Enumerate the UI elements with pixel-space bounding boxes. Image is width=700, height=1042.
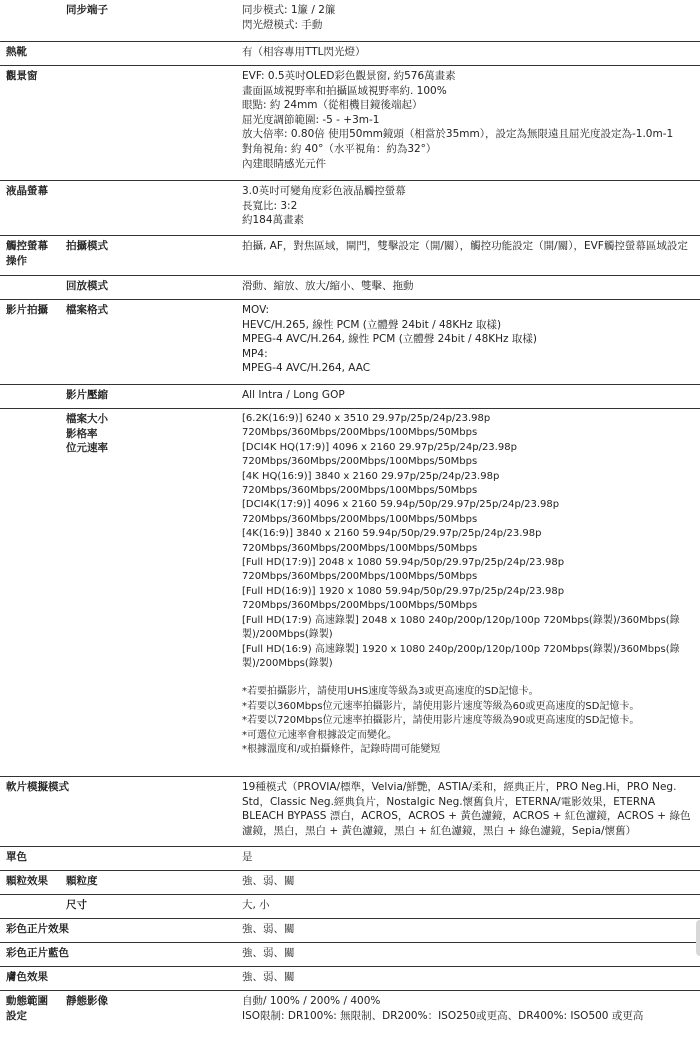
- value-line: *可選位元速率會根據設定而變化。: [242, 729, 397, 741]
- row-value: [238, 895, 700, 918]
- spec-row: [0, 847, 700, 871]
- value-line: MPEG-4 AVC/H.264, 線性 PCM (立體聲 24bit / 48KHz 取樣): [242, 333, 537, 346]
- value-line: 19種模式（PROVIA/標準，Velvia/鮮艷，ASTIA/柔和，經典正片，PRO Neg.Hi，PRO Neg. Std，Classic Neg.經典負片，Nostalgic Neg.懷舊負片，ETERNA/電影效果，ETERNA BLEACH BYPASS 漂白，ACROS，ACROS + 黃色濾鏡，ACROS + 紅色濾鏡，ACROS + 綠色濾鏡，黑白，黑白 + 黃色濾鏡，黑白 + 紅色濾鏡，黑白 + 綠色濾鏡，Sepia/懷舊）: [242, 781, 691, 837]
- spec-row: [0, 300, 700, 385]
- row-category: 彩色正片藍色: [6, 947, 69, 959]
- value-line: HEVC/H.265, 線性 PCM (立體聲 24bit / 48KHz 取樣): [242, 318, 502, 331]
- row-value: [238, 0, 700, 41]
- spec-row: [0, 66, 700, 181]
- row-value: [238, 847, 700, 870]
- row-category: 觸控螢幕 操作: [6, 240, 48, 267]
- row-subcategory: [62, 847, 238, 870]
- row-subcategory: [62, 967, 238, 990]
- value-line: 拍攝, AF，對焦區域，閘門，雙擊設定（開/關），觸控功能設定（開/關），EVF觸控螢幕區域設定: [242, 240, 688, 252]
- spec-row: [0, 385, 700, 409]
- value-line: MOV:: [242, 304, 270, 316]
- value-line: EVF: 0.5英吋OLED彩色觀景窗, 約576萬畫素: [242, 70, 456, 82]
- row-subcategory: [100, 943, 238, 966]
- row-value: [238, 276, 700, 299]
- spec-row: [0, 0, 700, 42]
- row-category: 熱靴: [6, 46, 27, 58]
- row-subcategory: 檔案格式: [66, 304, 108, 316]
- row-subcategory: 回放模式: [66, 280, 108, 292]
- row-subcategory: 影片壓縮: [66, 389, 108, 401]
- value-line: 強、弱、關: [242, 875, 295, 887]
- value-line: [6.2K(16:9)] 6240 x 3510 29.97p/25p/24p/23.98p 720Mbps/360Mbps/200Mbps/100Mbps/50Mbps: [242, 413, 491, 439]
- row-subcategory: [100, 919, 238, 942]
- value-line: [Full HD(17:9)] 2048 x 1080 59.94p/50p/29.97p/25p/24p/23.98p 720Mbps/360Mbps/200Mbps/100Mbps/50Mbps: [242, 557, 565, 583]
- row-category: 膚色效果: [6, 971, 48, 983]
- row-category: [0, 385, 62, 408]
- value-line: *若要拍攝影片，請使用UHS速度等級為3或更高速度的SD記憶卡。: [242, 686, 539, 698]
- value-line: 是: [242, 851, 253, 863]
- row-category: 單色: [6, 851, 27, 863]
- scrollbar-thumb[interactable]: [696, 920, 700, 956]
- value-line: [Full HD(16:9)] 1920 x 1080 59.94p/50p/29.97p/25p/24p/23.98p 720Mbps/360Mbps/200Mbps/100Mbps/50Mbps: [242, 585, 565, 612]
- value-line: 強、弱、關: [242, 971, 295, 983]
- value-line: 內建眼睛感光元件: [242, 157, 326, 170]
- row-category: 液晶螢幕: [6, 185, 48, 197]
- value-line: [Full HD(16:9) 高速錄製] 1920 x 1080 240p/200p/120p/100p 720Mbps(錄製)/360Mbps(錄製)/200Mbps(錄製): [242, 643, 680, 669]
- row-value: [238, 236, 700, 275]
- row-category: [0, 276, 62, 299]
- row-subcategory: [62, 181, 238, 235]
- value-line: [Full HD(17:9) 高速錄製] 2048 x 1080 240p/200p/120p/100p 720Mbps(錄製)/360Mbps(錄製)/200Mbps(錄製): [242, 614, 680, 641]
- value-line: 自動/ 100% / 200% / 400%: [242, 995, 381, 1007]
- value-line: *若要以360Mbps位元速率拍攝影片，請使用影片速度等級為60或更高速度的SD記憶卡。: [242, 700, 640, 712]
- value-line: 同步模式: 1簾 / 2簾: [242, 4, 336, 16]
- row-subcategory: 檔案大小 影格率 位元速率: [66, 413, 108, 455]
- row-subcategory: 拍攝模式: [66, 240, 108, 252]
- row-value: [238, 777, 700, 846]
- value-line: 畫面區域視野率和拍攝區域視野率約. 100%: [242, 84, 447, 97]
- row-category: [0, 409, 62, 776]
- value-line: 滑動、縮放、放大/縮小、雙擊、拖動: [242, 280, 414, 292]
- row-subcategory: 靜態影像: [66, 995, 108, 1007]
- value-line: [4K(16:9)] 3840 x 2160 59.94p/50p/29.97p/25p/24p/23.98p 720Mbps/360Mbps/200Mbps/100Mbps/50Mbps: [242, 528, 542, 554]
- row-category: 動態範圍 設定: [6, 995, 48, 1022]
- spec-row: [0, 991, 700, 1033]
- row-value: [238, 991, 700, 1033]
- value-line: 放大倍率: 0.80倍 使用50mm鏡頭（相當於35mm），設定為無限遠且屈光度設定為-1.0m-1: [242, 128, 674, 141]
- row-value: [238, 943, 700, 966]
- spec-row: [0, 777, 700, 847]
- row-value: [238, 919, 700, 942]
- row-value: [238, 300, 700, 384]
- spec-row: [0, 42, 700, 66]
- value-line: 強、弱、關: [242, 923, 295, 935]
- value-line: [DCI4K(17:9)] 4096 x 2160 59.94p/50p/29.97p/25p/24p/23.98p 720Mbps/360Mbps/200Mbps/100Mbps/50Mbps: [242, 499, 560, 525]
- value-line: *若要以720Mbps位元速率拍攝影片，請使用影片速度等級為90或更高速度的SD記憶卡。: [242, 715, 640, 727]
- value-line: 有（相容專用TTL閃光燈）: [242, 46, 366, 58]
- spec-row: [0, 276, 700, 300]
- row-value: [238, 967, 700, 990]
- spec-row: [0, 236, 700, 276]
- value-line: MP4:: [242, 347, 268, 360]
- value-line: 長寬比: 3:2: [242, 199, 298, 212]
- row-value: [238, 66, 700, 180]
- spec-row: [0, 871, 700, 895]
- value-line: 眼點: 約 24mm（從相機目鏡後端起）: [242, 99, 423, 112]
- row-category: 彩色正片效果: [6, 923, 69, 935]
- row-category: 軟片模擬模式: [6, 781, 69, 793]
- spec-row: [0, 919, 700, 943]
- row-subcategory: 尺寸: [66, 899, 87, 911]
- value-line: 閃光燈模式: 手動: [242, 18, 323, 31]
- value-line: [DCI4K HQ(17:9)] 4096 x 2160 29.97p/25p/24p/23.98p 720Mbps/360Mbps/200Mbps/100Mbps/50Mbps: [242, 441, 517, 468]
- spec-row: [0, 409, 700, 777]
- row-value: [238, 181, 700, 235]
- value-line: 強、弱、關: [242, 947, 295, 959]
- value-line: *根據溫度和/或拍攝條件，記錄時間可能變短: [242, 743, 441, 755]
- spec-row: [0, 181, 700, 236]
- value-line: All Intra / Long GOP: [242, 389, 345, 401]
- row-subcategory: [62, 42, 238, 65]
- row-category: [0, 895, 62, 918]
- row-subcategory: 同步端子: [66, 4, 108, 16]
- row-value: [238, 42, 700, 65]
- spec-row: [0, 967, 700, 991]
- row-value: [238, 385, 700, 408]
- value-line: 約184萬畫素: [242, 214, 305, 227]
- spec-row: [0, 895, 700, 919]
- row-category: 觀景窗: [6, 70, 38, 82]
- row-subcategory: 顆粒度: [66, 875, 98, 887]
- row-subcategory: [62, 66, 238, 180]
- row-value: [238, 409, 700, 776]
- value-line: 對角視角: 約 40°（水平視角：約為32°）: [242, 142, 437, 155]
- value-line: MPEG-4 AVC/H.264, AAC: [242, 362, 371, 375]
- row-category: [0, 0, 62, 41]
- value-line: 3.0英吋可變角度彩色液晶觸控螢幕: [242, 185, 406, 197]
- value-line: ISO限制: DR100%: 無限制、DR200%：ISO250或更高、DR400%: ISO500 或更高: [242, 1009, 644, 1022]
- value-line: 大, 小: [242, 899, 270, 911]
- value-line: 屈光度調節範圍: -5 - +3m-1: [242, 113, 380, 126]
- row-value: [238, 871, 700, 894]
- spacer: [242, 671, 694, 685]
- row-category: 顆粒效果: [6, 875, 48, 887]
- row-category: 影片拍攝: [6, 304, 48, 316]
- spec-row: [0, 943, 700, 967]
- value-line: [4K HQ(16:9)] 3840 x 2160 29.97p/25p/24p/23.98p 720Mbps/360Mbps/200Mbps/100Mbps/50Mbps: [242, 470, 500, 497]
